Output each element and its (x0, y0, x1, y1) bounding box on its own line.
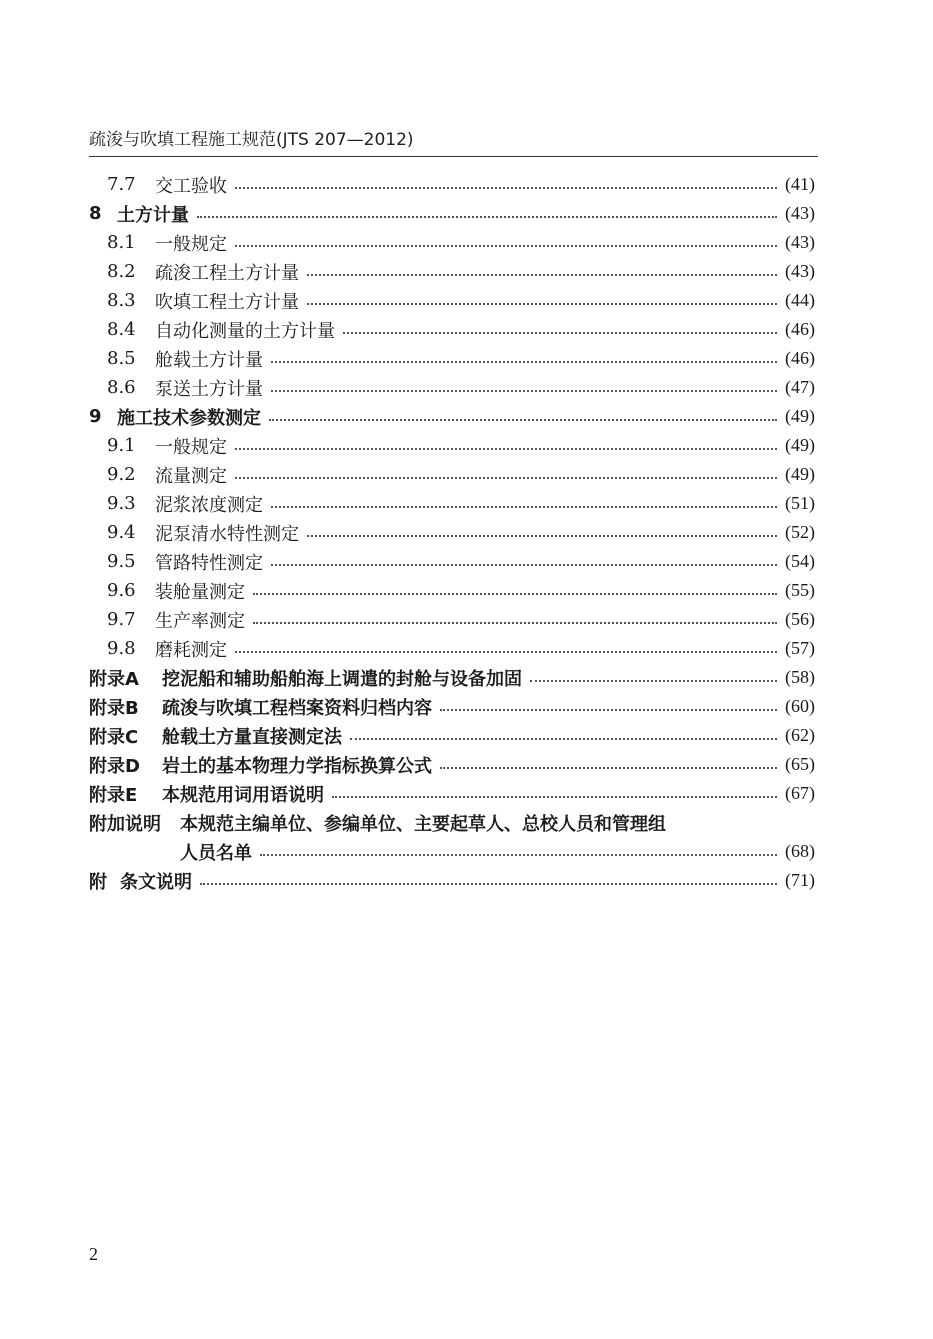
toc-entry-number: 附录A (89, 668, 139, 690)
toc-entry-page: (65) (785, 754, 815, 774)
toc-entry (107, 518, 815, 547)
toc-entry-number: 8.2 (107, 261, 136, 282)
toc-leader-dots (307, 274, 777, 276)
toc-entry-number: 8.4 (107, 319, 136, 340)
toc-entry-page: (52) (785, 522, 815, 542)
toc-leader-dots (269, 419, 777, 421)
toc-entry-page: (55) (785, 580, 815, 600)
toc-entry (107, 344, 815, 373)
toc-entry-title: 挖泥船和辅助船舶海上调遣的封舱与设备加固 (162, 668, 522, 690)
toc-entry-title: 装舱量测定 (155, 581, 245, 603)
toc-entry-page: (49) (785, 406, 815, 426)
toc-entry-number: 附加说明 (89, 813, 161, 835)
toc-entry-page: (67) (785, 783, 815, 803)
toc-entry-number: 9.5 (107, 551, 136, 572)
toc-entry-page: (43) (785, 203, 815, 223)
toc-entry-number: 9.1 (107, 435, 136, 456)
toc-entry-number: 附录D (89, 755, 140, 777)
toc-entry-title: 疏浚工程土方计量 (155, 262, 299, 284)
toc-leader-dots (271, 361, 777, 363)
toc-entry (107, 605, 815, 634)
toc-entry (107, 431, 815, 460)
toc-entry (107, 228, 815, 257)
toc-leader-dots (307, 303, 777, 305)
toc-entry-title: 流量测定 (155, 465, 227, 487)
toc-entry (107, 460, 815, 489)
toc-entry-number: 9.3 (107, 493, 136, 514)
toc-leader-dots (530, 680, 777, 682)
toc-entry-number: 9.2 (107, 464, 136, 485)
toc-leader-dots (235, 448, 777, 450)
toc-entry (89, 750, 815, 779)
toc-leader-dots (271, 506, 777, 508)
page-number: 2 (89, 1244, 98, 1264)
toc-entry (107, 286, 815, 315)
toc-entry-title: 生产率测定 (155, 610, 245, 632)
toc-entry-title: 本规范主编单位、参编单位、主要起草人、总校人员和管理组 (180, 813, 666, 835)
toc-entry-number: 附录C (89, 726, 139, 748)
toc-leader-dots (235, 477, 777, 479)
toc-entry (89, 199, 815, 228)
toc-entry-page: (46) (785, 348, 815, 368)
toc-entry (107, 373, 815, 402)
toc-entry (107, 576, 815, 605)
toc-entry-number: 9.6 (107, 580, 136, 601)
toc-entry (107, 634, 815, 663)
toc-entry-page: (58) (785, 667, 815, 687)
toc-entry (89, 692, 815, 721)
toc-entry-number: 9.7 (107, 609, 136, 630)
toc-entry-number: 8.3 (107, 290, 136, 311)
toc-entry-page: (71) (785, 870, 815, 890)
toc-entry-title: 泵送土方计量 (155, 378, 263, 400)
toc-entry-page: (47) (785, 377, 815, 397)
toc-entry-page: (49) (785, 435, 815, 455)
toc-entry-page: (68) (785, 841, 815, 861)
toc-leader-dots (235, 651, 777, 653)
toc-entry-page: (56) (785, 609, 815, 629)
toc-entry-title: 交工验收 (155, 175, 227, 197)
toc-entry-title: 泥浆浓度测定 (155, 494, 263, 516)
toc-entry-page: (43) (785, 261, 815, 281)
toc-entry-title: 人员名单 (180, 842, 252, 864)
toc-leader-dots (260, 854, 777, 856)
toc-entry-title: 舱载土方量直接测定法 (162, 726, 342, 748)
toc-entry-title: 土方计量 (117, 204, 189, 226)
toc-entry-page: (54) (785, 551, 815, 571)
running-header: 疏浚与吹填工程施工规范(JTS 207—2012) (89, 130, 414, 150)
toc-entry-title: 条文说明 (120, 871, 192, 893)
toc-leader-dots (271, 390, 777, 392)
toc-entry-page: (57) (785, 638, 815, 658)
toc-entry-page: (46) (785, 319, 815, 339)
toc-entry-title: 管路特性测定 (155, 552, 263, 574)
toc-entry-title: 一般规定 (155, 436, 227, 458)
toc-entry-title: 岩土的基本物理力学指标换算公式 (162, 755, 432, 777)
toc-entry-title: 磨耗测定 (155, 639, 227, 661)
toc-leader-dots (343, 332, 777, 334)
toc-entry-number: 附 (89, 871, 107, 893)
toc-entry-number: 8 (89, 203, 102, 224)
toc-leader-dots (200, 883, 777, 885)
toc-entry (89, 721, 815, 750)
toc-entry-number: 9.4 (107, 522, 136, 543)
toc-leader-dots (253, 593, 777, 595)
toc-entry-addendum (89, 808, 815, 837)
toc-entry-page: (51) (785, 493, 815, 513)
toc-entry-page: (43) (785, 232, 815, 252)
toc-entry-title: 泥泵清水特性测定 (155, 523, 299, 545)
toc-leader-dots (307, 535, 777, 537)
toc-entry-number: 附录E (89, 784, 138, 806)
toc-entry-page: (49) (785, 464, 815, 484)
toc-entry (107, 170, 815, 199)
toc-leader-dots (440, 709, 777, 711)
toc-entry-title: 疏浚与吹填工程档案资料归档内容 (162, 697, 432, 719)
toc-entry-title: 自动化测量的土方计量 (155, 320, 335, 342)
toc-entry-page: (62) (785, 725, 815, 745)
toc-entry-title: 施工技术参数测定 (117, 407, 261, 429)
toc-entry-number: 9.8 (107, 638, 136, 659)
toc-leader-dots (235, 187, 777, 189)
toc-entry (89, 866, 815, 895)
toc-leader-dots (197, 216, 777, 218)
toc-entry (107, 257, 815, 286)
header-rule (89, 156, 818, 157)
toc-entry-number: 8.1 (107, 232, 136, 253)
toc-entry-title: 吹填工程土方计量 (155, 291, 299, 313)
toc-entry-page: (44) (785, 290, 815, 310)
toc-entry (89, 402, 815, 431)
toc-entry-number: 8.5 (107, 348, 136, 369)
toc-leader-dots (440, 767, 777, 769)
toc-entry-page: (41) (785, 174, 815, 194)
toc-leader-dots (350, 738, 777, 740)
toc-entry-number: 8.6 (107, 377, 136, 398)
toc-leader-dots (332, 796, 777, 798)
toc-entry-title: 一般规定 (155, 233, 227, 255)
toc-entry (107, 315, 815, 344)
toc-entry-title: 本规范用词用语说明 (162, 784, 324, 806)
toc-entry-number: 7.7 (107, 174, 136, 195)
toc-entry-page: (60) (785, 696, 815, 716)
toc-entry-title: 舱载土方计量 (155, 349, 263, 371)
toc-entry-number: 附录B (89, 697, 139, 719)
toc-entry (107, 489, 815, 518)
toc-leader-dots (271, 564, 777, 566)
toc-entry (89, 663, 815, 692)
toc-entry (180, 837, 815, 866)
toc-entry (107, 547, 815, 576)
toc-leader-dots (253, 622, 777, 624)
toc-entry-number: 9 (89, 406, 102, 427)
toc-leader-dots (235, 245, 777, 247)
toc-entry (89, 779, 815, 808)
